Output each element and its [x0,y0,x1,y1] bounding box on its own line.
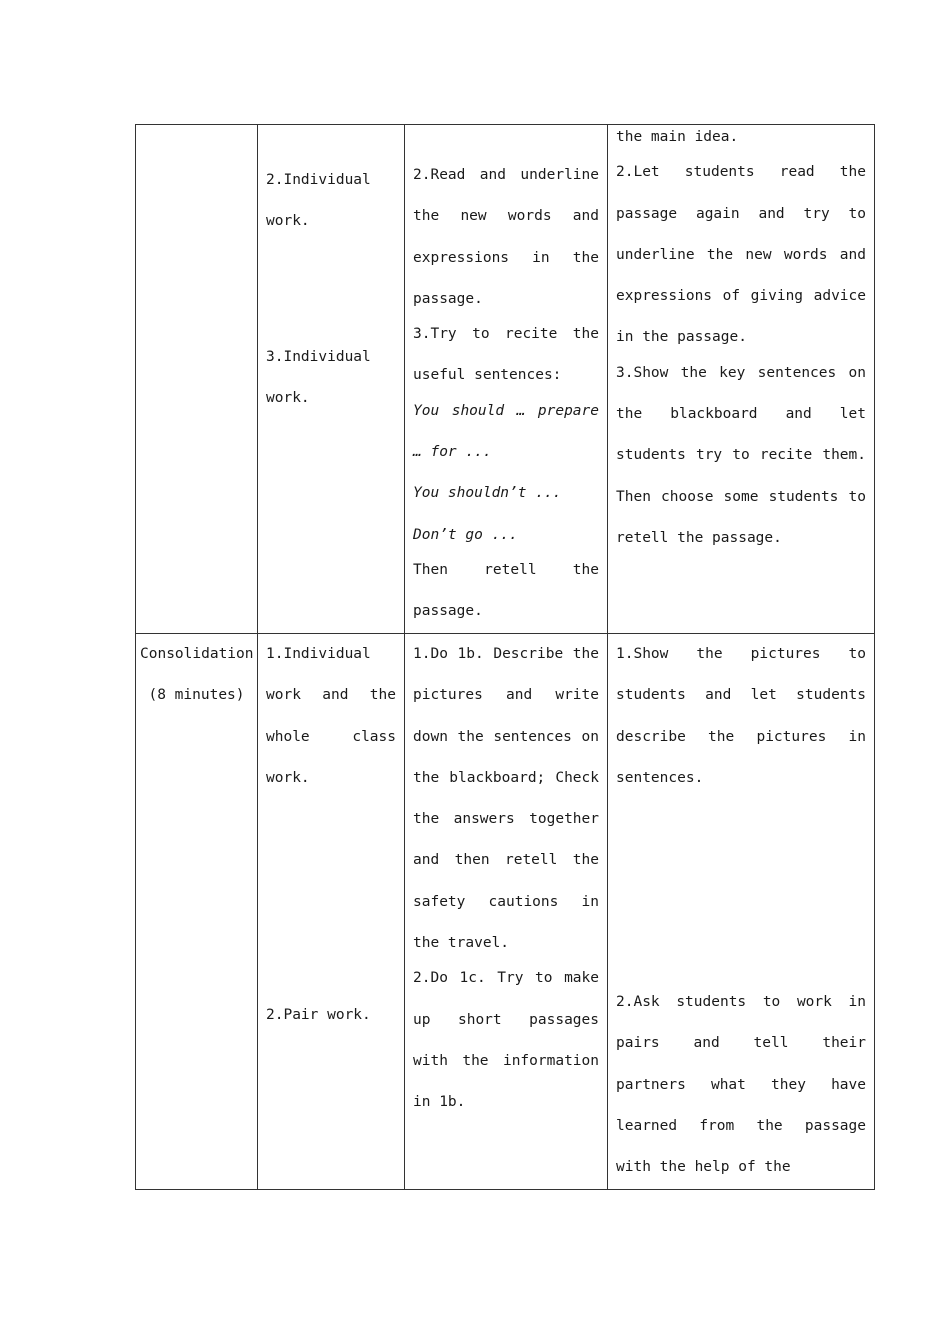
stage-cell [136,125,258,634]
useful-sentence-3: Don’t go ... [413,526,518,543]
student-activity-retell: Then retell the passage. [413,561,599,620]
teacher-activity-item-3: 3.Show the key sentences on the blackboard and let students try to recite them. Then choose some students to retell the passage. [616,364,866,546]
stage-name: Consolidation [140,646,254,662]
teacher-activity-cell [608,634,875,1190]
student-activity-cell [405,634,608,1190]
teacher-activity-top: the main idea. [616,129,739,145]
interaction-cell [258,125,405,634]
student-activity-item-2: 2.Do 1c. Try to make up short passages with the information in 1b. [413,970,599,1111]
student-activity-cell [405,125,608,634]
stage-cell [136,634,258,1190]
table-row [136,125,875,634]
teacher-activity-item-2: 2.Ask students to work in pairs and tell their partners what they have learned from the passage with the help of the [616,994,866,1176]
student-activity-item-2: 2.Read and underline the new words and expressions in the passage. [413,167,599,307]
useful-sentence-2: You shouldn’t ... [413,485,562,502]
stage-time: (8 minutes) [148,687,245,704]
interaction-item-2: 2.Pair work. [266,1007,371,1024]
teacher-activity-cell [608,125,875,634]
lesson-plan-table [135,124,875,1190]
interaction-cell [258,634,405,1190]
student-activity-item-3: 3.Try to recite the useful sentences: [413,326,599,384]
interaction-item-3: 3.Individual work. [266,348,371,406]
interaction-item-2: 2.Individual work. [266,172,371,230]
teacher-activity-item-2: 2.Let students read the passage again and try to underline the new words and expressions of giving advice in the passage. [616,164,866,346]
student-activity-item-1: 1.Do 1b. Describe the pictures and write down the sentences on the blackboard; Check the answers together and then retell the safety cautions in the travel. [413,646,599,952]
table-row [136,634,875,1190]
teacher-activity-item-1: 1.Show the pictures to students and let students describe the pictures in sentences. [616,646,866,786]
useful-sentence-1: You should … prepare … for ... [413,402,599,461]
interaction-item-1: 1.Individual work and the whole class work. [266,646,396,786]
